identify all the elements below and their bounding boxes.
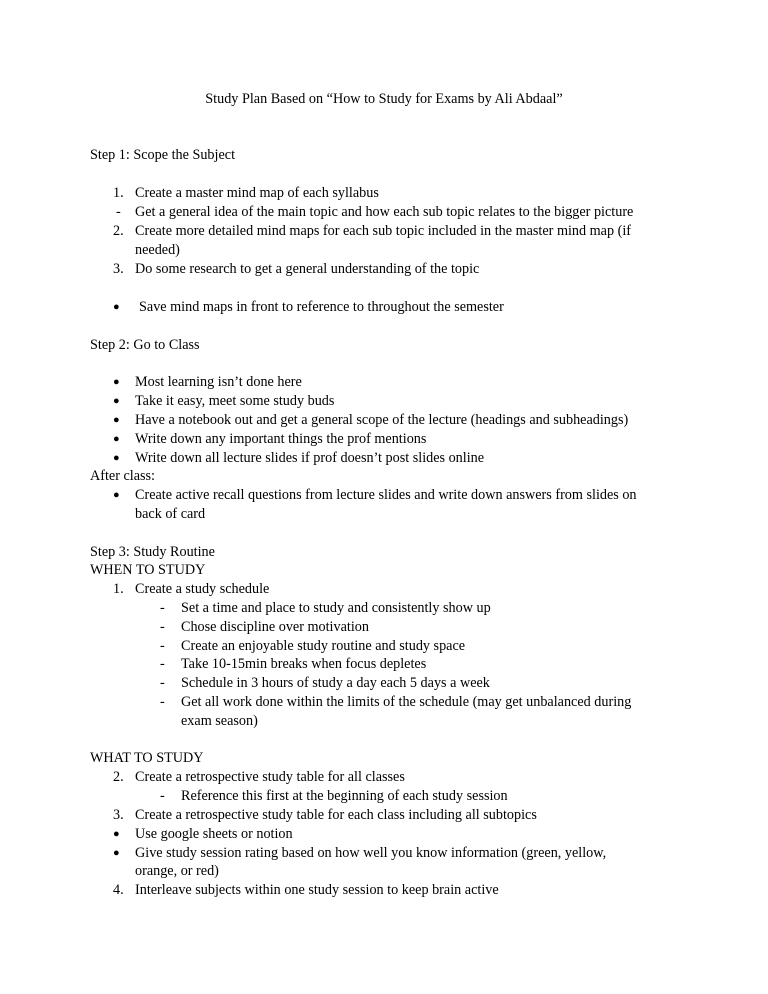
list-item: Reference this first at the beginning of each study session [181, 788, 508, 804]
list-marker: 3. [113, 807, 124, 823]
list-marker: 4. [113, 882, 124, 898]
list-item: Create a retrospective study table for all classes [135, 769, 405, 785]
bullet-icon: ● [113, 452, 120, 464]
list-item: Get a general idea of the main topic and how each sub topic relates to the bigger picture [135, 204, 634, 220]
list-marker: - [116, 204, 121, 220]
list-item-continuation: orange, or red) [135, 863, 219, 879]
list-item: Take it easy, meet some study buds [135, 393, 335, 409]
list-item: Chose discipline over motivation [181, 619, 369, 635]
list-item: Set a time and place to study and consistently show up [181, 600, 491, 616]
list-item: Give study session rating based on how well you know information (green, yellow, [135, 845, 607, 861]
list-item: Schedule in 3 hours of study a day each 5 days a week [181, 675, 490, 691]
list-marker: - [160, 638, 165, 654]
step2-heading: Step 2: Go to Class [90, 337, 200, 353]
list-item: Get all work done within the limits of the schedule (may get unbalanced during [181, 694, 632, 710]
bullet-icon: ● [113, 828, 120, 840]
bullet-icon: ● [113, 301, 120, 313]
list-marker: 2. [113, 223, 124, 239]
list-marker: - [160, 675, 165, 691]
list-item: Create active recall questions from lecture slides and write down answers from slides on [135, 487, 637, 503]
list-item: Create a retrospective study table for each class including all subtopics [135, 807, 537, 823]
list-item: Most learning isn’t done here [135, 374, 302, 390]
list-marker: 1. [113, 581, 124, 597]
list-marker: - [160, 694, 165, 710]
list-item: Write down all lecture slides if prof doesn’t post slides online [135, 450, 485, 466]
list-marker: - [160, 600, 165, 616]
bullet-icon: ● [113, 489, 120, 501]
list-item: Have a notebook out and get a general scope of the lecture (headings and subheadings) [135, 412, 629, 428]
what-to-study-label: WHAT TO STUDY [90, 750, 204, 766]
list-item: Interleave subjects within one study session to keep brain active [135, 882, 499, 898]
bullet-icon: ● [113, 414, 120, 426]
document-title: Study Plan Based on “How to Study for Exams by Ali Abdaal” [205, 91, 563, 107]
bullet-icon: ● [113, 847, 120, 859]
list-item-continuation: back of card [135, 506, 206, 522]
list-item: Do some research to get a general understanding of the topic [135, 261, 480, 277]
list-marker: - [160, 656, 165, 672]
list-marker: 2. [113, 769, 124, 785]
list-item: Save mind maps in front to reference to throughout the semester [139, 299, 504, 315]
list-marker: 3. [113, 261, 124, 277]
list-item: Create more detailed mind maps for each sub topic included in the master mind map (if [135, 223, 632, 239]
list-item: Create a study schedule [135, 581, 270, 597]
when-to-study-label: WHEN TO STUDY [90, 562, 206, 578]
list-item: Create an enjoyable study routine and study space [181, 638, 466, 654]
list-item-continuation: needed) [135, 242, 180, 258]
list-item-continuation: exam season) [181, 713, 258, 729]
list-item: Write down any important things the prof mentions [135, 431, 427, 447]
list-marker: 1. [113, 185, 124, 201]
list-item: Create a master mind map of each syllabus [135, 185, 379, 201]
bullet-icon: ● [113, 433, 120, 445]
after-class-label: After class: [90, 468, 156, 484]
step1-heading: Step 1: Scope the Subject [90, 147, 236, 163]
bullet-icon: ● [113, 376, 120, 388]
list-item: Take 10-15min breaks when focus depletes [181, 656, 427, 672]
list-marker: - [160, 619, 165, 635]
step3-heading: Step 3: Study Routine [90, 544, 215, 560]
list-marker: - [160, 788, 165, 804]
bullet-icon: ● [113, 395, 120, 407]
list-item: Use google sheets or notion [135, 826, 293, 842]
